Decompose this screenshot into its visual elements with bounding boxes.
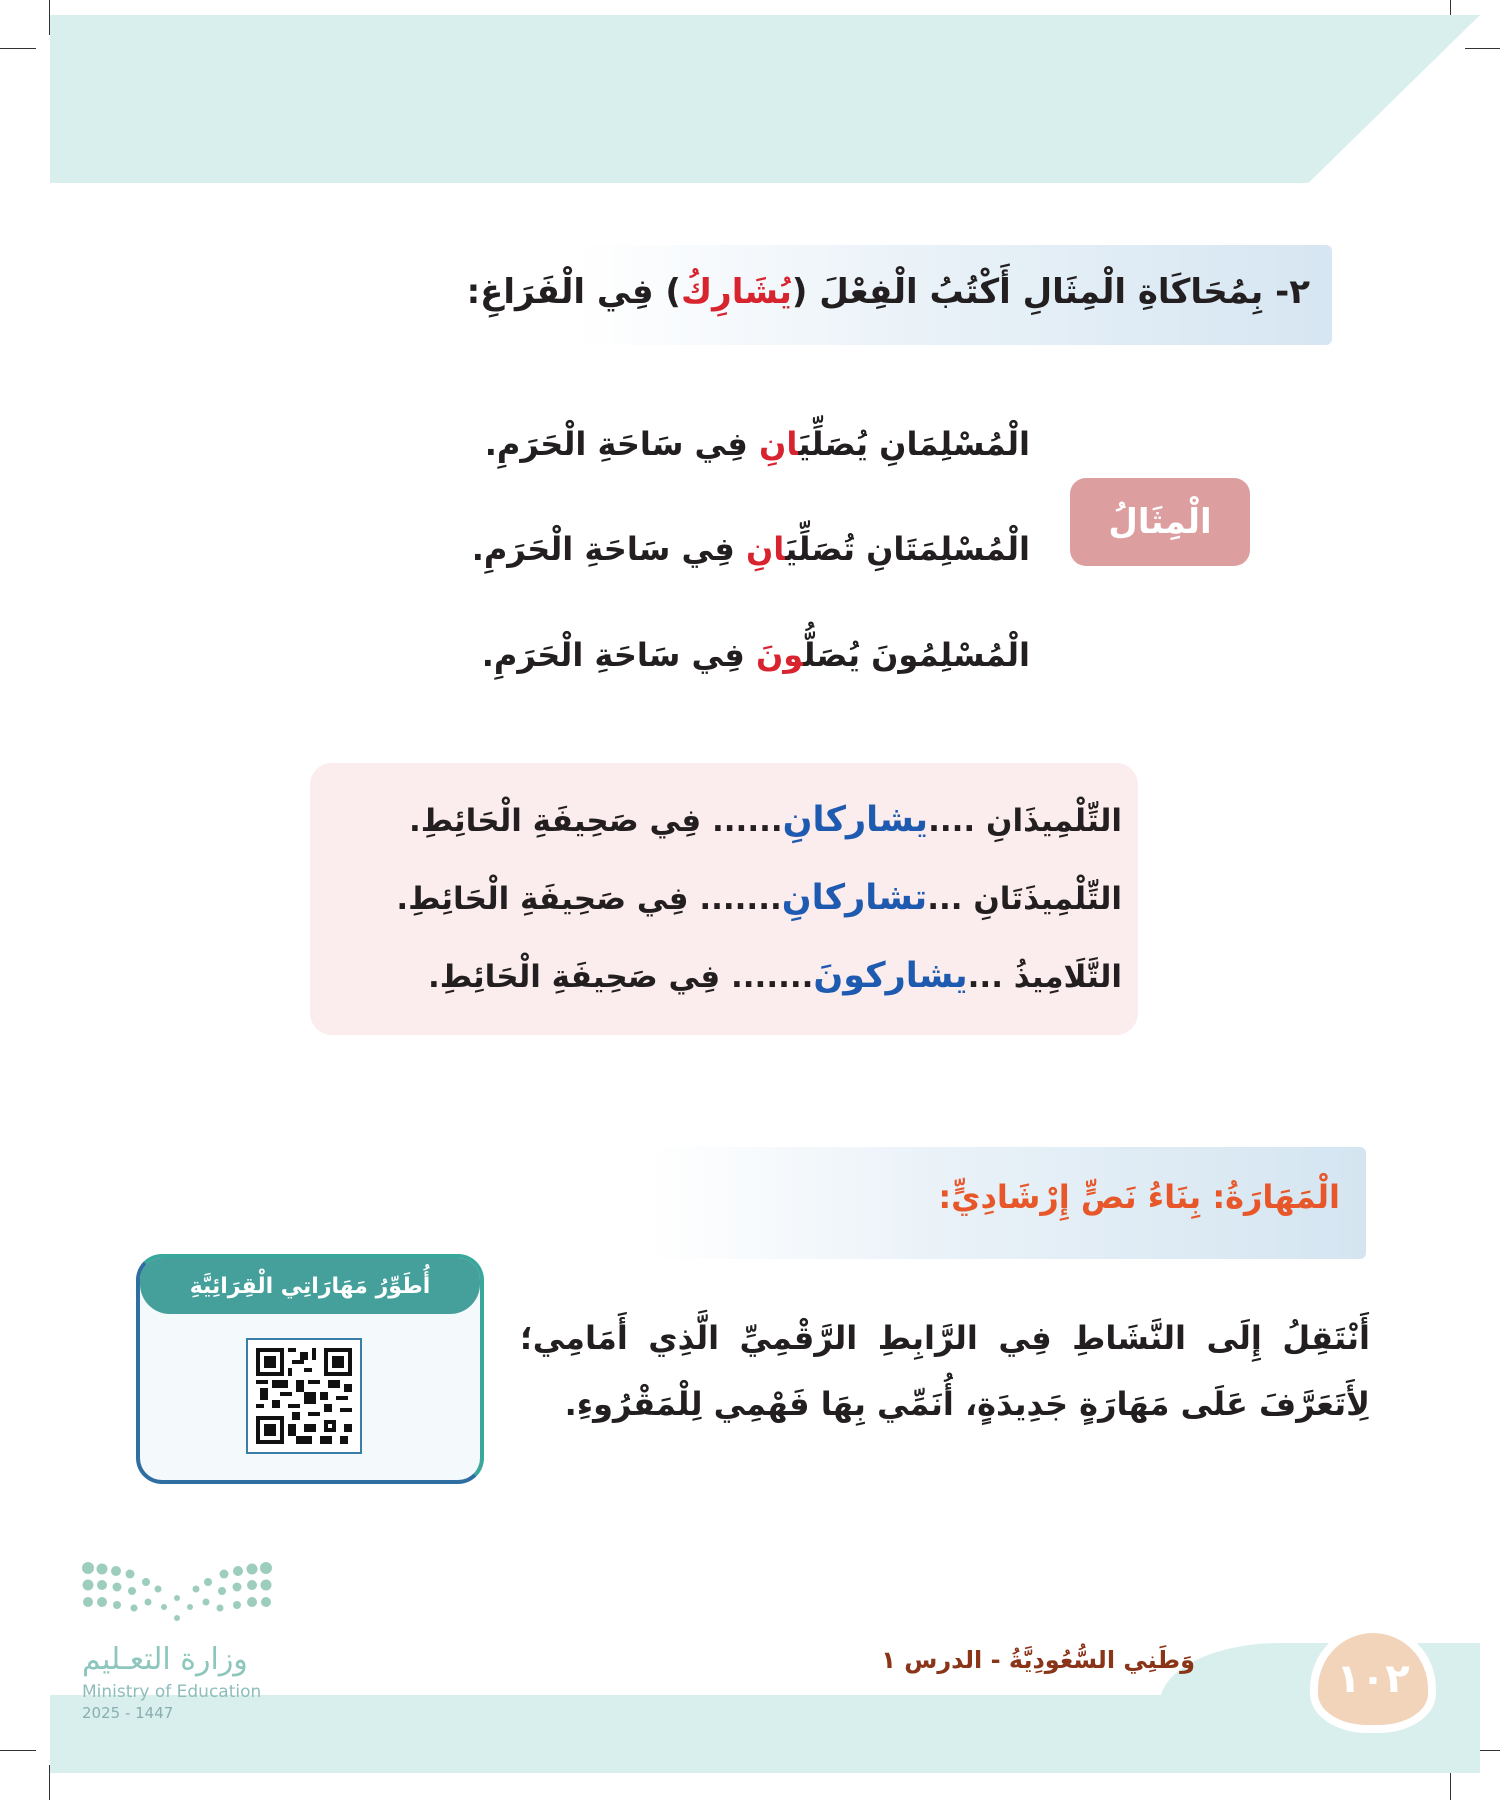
skill-title: الْمَهَارَةُ: بِنَاءُ نَصٍّ إِرْشَادِيٍّ: [938,1178,1340,1216]
answer-field[interactable]: يشاركونَ [813,956,968,996]
example-verb: يُصَلِّيَانِ [759,425,869,463]
exercise-number: ٢- [1275,272,1310,312]
answer-field[interactable]: يشاركانِ [782,800,929,840]
example-verb: تُصَلِّيَانِ [745,530,855,568]
example-verb: يُصَلُّونَ [755,636,860,674]
crop-mark [0,48,36,49]
top-decorative-band [50,15,1480,183]
example-line: الْمُسْلِمَانِ يُصَلِّيَانِ فِي سَاحَةِ الْحَرَمِ. [484,425,1030,463]
ministry-name-ar: وزارة التعـليم [82,1642,248,1677]
qr-card-title: أُطَوِّرُ مَهَارَاتِي الْقِرَائِيَّةِ [140,1258,480,1314]
ministry-name-en: Ministry of Education [82,1682,262,1702]
bottom-decorative-band [50,1695,1480,1773]
crop-mark [0,1750,36,1751]
instruction-before: بِمُحَاكَاةِ الْمِثَالِ أَكْتُبُ الْفِعْلَ ( [791,272,1264,312]
example-line: الْمُسْلِمُونَ يُصَلُّونَ فِي سَاحَةِ الْحَرَمِ. [481,636,1030,674]
example-badge: الْمِثَالُ [1070,478,1250,566]
example-line: الْمُسْلِمَتَانِ تُصَلِّيَانِ فِي سَاحَةِ الْحَرَمِ. [471,530,1030,568]
lesson-label: وَطَنِي السُّعُودِيَّةُ - الدرس ١ [881,1646,1195,1674]
fill-in-row: التِّلْمِيذَانِ ....يشاركانِ...... فِي صَحِيفَةِ الْحَائِطِ. [409,800,1122,840]
skill-paragraph: أَنْتَقِلُ إِلَى النَّشَاطِ فِي الرَّابِطِ الرَّقْمِيِّ الَّذِي أَمَامِي؛ لِأَتَعَرَّفَ عَلَى مَهَارَةٍ جَدِيدَةٍ، أُنَمِّي بِهَا فَهْمِي لِلْمَقْرُوءِ. [520,1319,1370,1423]
exercise-instruction [467,272,1310,312]
qr-card[interactable] [136,1254,484,1484]
answer-field[interactable]: تشاركانِ [781,878,928,918]
crop-mark [1465,48,1500,49]
crop-mark [49,0,50,35]
fill-in-row: التِّلْمِيذَتَانِ ...تشاركانِ....... فِي صَحِيفَةِ الْحَائِطِ. [396,878,1122,918]
target-verb: يُشَارِكُ [680,272,792,312]
qr-code-icon[interactable] [246,1338,362,1454]
page-number-badge: ١٠٢ [1310,1625,1436,1733]
edition-year: 2025 - 1447 [82,1704,174,1722]
instruction-after: ) فِي الْفَرَاغِ: [466,272,681,312]
ministry-logo-icon [82,1562,272,1626]
fill-in-row: التَّلَامِيذُ ...يشاركونَ....... فِي صَحِيفَةِ الْحَائِطِ. [428,956,1122,996]
